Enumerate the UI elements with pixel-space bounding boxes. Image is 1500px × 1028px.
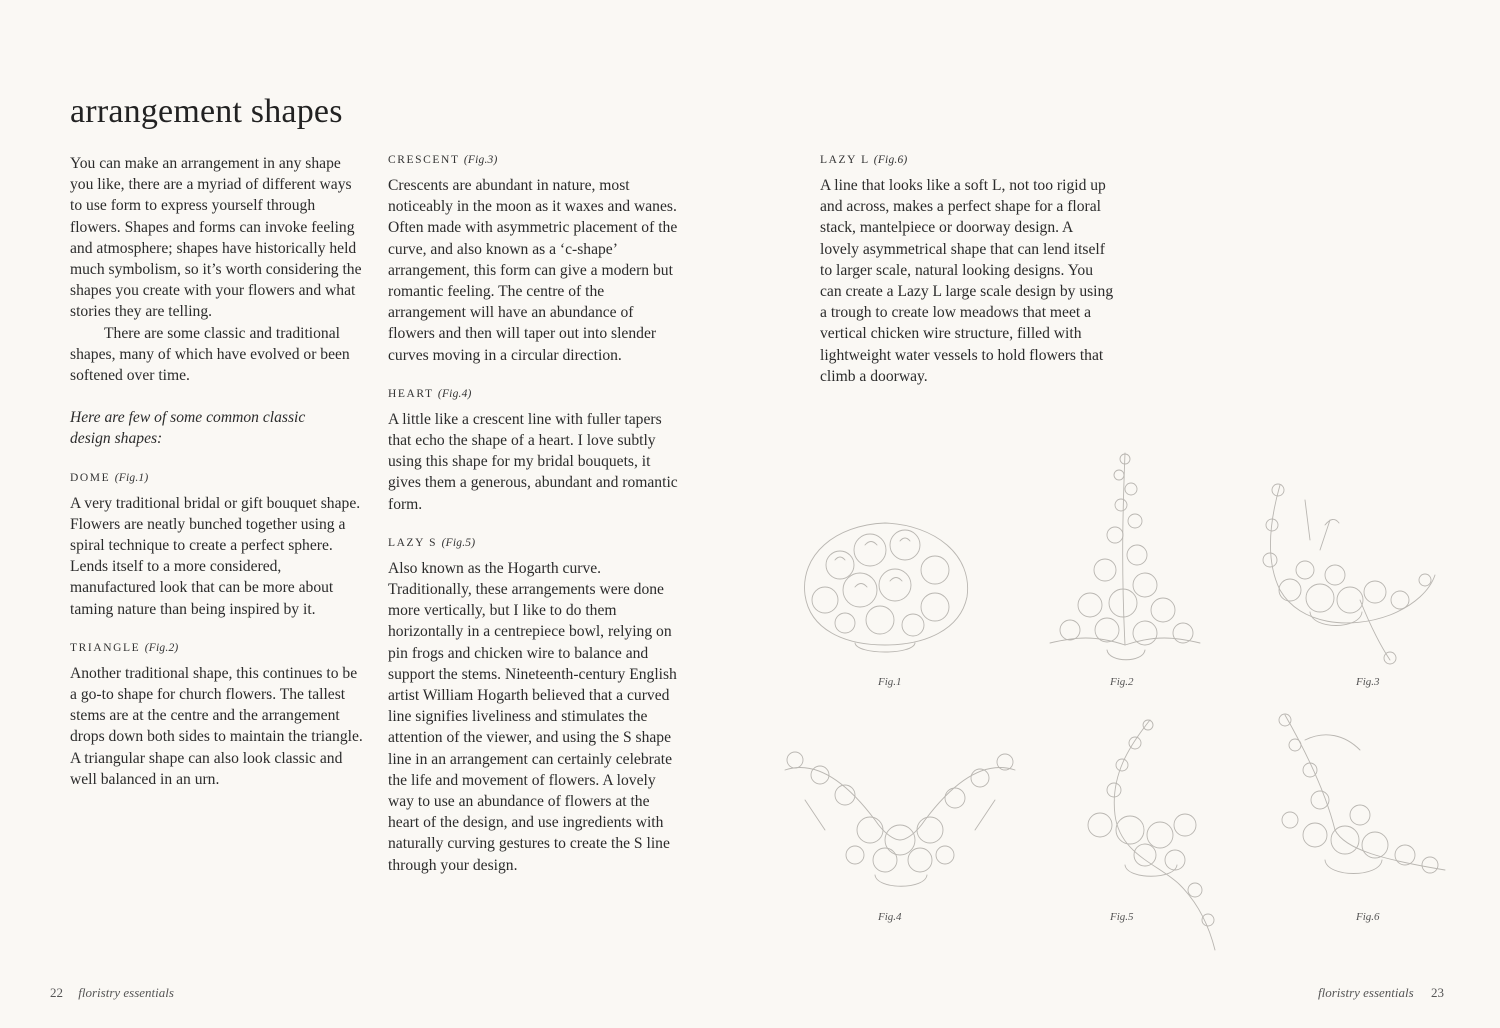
fig-reference: (Fig.5) bbox=[441, 536, 476, 549]
intro-paragraph-2: There are some classic and traditional shapes, many of which have evolved or been softened over time. bbox=[70, 324, 350, 385]
crescent-arrangement-illustration bbox=[1250, 480, 1440, 670]
page-title: arrangement shapes bbox=[70, 92, 343, 130]
section-heading-triangle bbox=[70, 641, 365, 655]
lazy-s-arrangement-illustration bbox=[1070, 715, 1230, 955]
section-name: HEART bbox=[388, 387, 434, 400]
section-heading-heart bbox=[388, 387, 680, 401]
section-text-lazy-l: A line that looks like a soft L, not too rigid up and across, makes a perfect shape for a floral stack, mantelpiece or doorway design. A lovely asymmetrical shape that can lend itself to larger scale, natural looking designs. You can create a Lazy L large scale design by using a trough to create low meadows that meet a vertical chicken wire structure, filled with lightweight water vessels to hold flowers that climb a doorway. bbox=[820, 177, 1114, 385]
section-heading-lazy-s bbox=[388, 536, 680, 550]
figure-caption: Fig.1 bbox=[878, 676, 902, 688]
running-title-right: floristry essentials bbox=[1318, 985, 1414, 1000]
section-heading-dome bbox=[70, 471, 365, 485]
section-heading-lazy-l bbox=[820, 153, 1115, 167]
section-text-heart: A little like a crescent line with fuller tapers that echo the shape of a heart. I love subtly using this shape for my bridal bouquets, it gives them a generous, abundant and romantic form. bbox=[388, 410, 678, 513]
fig-reference: (Fig.6) bbox=[873, 154, 908, 166]
section-text-dome: A very traditional bridal or gift bouquet shape. Flowers are neatly bunched together using a spiral technique to create a perfect sphere. Lends itself to a more considered, manufactured look that can be more about taming nature than being inspired by it. bbox=[70, 494, 361, 618]
dome-arrangement-illustration bbox=[795, 515, 975, 665]
figure-caption: Fig.5 bbox=[1110, 911, 1134, 923]
column-middle bbox=[388, 153, 680, 876]
section-text-triangle: Another traditional shape, this continues to be a go-to shape for church flowers. The tallest stems are at the centre and the arrangement drops down both sides to maintain the triangle. A triangular shape can also look classic and well balanced in an urn. bbox=[70, 664, 363, 788]
figure-caption: Fig.2 bbox=[1110, 676, 1134, 688]
fig-reference: (Fig.2) bbox=[144, 641, 179, 654]
heart-arrangement-illustration bbox=[775, 740, 1025, 910]
intro-paragraph: You can make an arrangement in any shape you like, there are a myriad of different ways to use form to express yourself through flowers. Shapes and forms can invoke feeling and atmosphere; shapes have historically held much symbolism, so it’s worth considering the shapes you create with your flowers and what stories they are telling. bbox=[70, 155, 362, 321]
section-heading-crescent bbox=[388, 153, 680, 167]
triangle-arrangement-illustration bbox=[1045, 445, 1205, 670]
lazy-l-arrangement-illustration bbox=[1265, 710, 1455, 910]
section-name: LAZY S bbox=[388, 536, 438, 549]
running-title-left: floristry essentials bbox=[78, 985, 174, 1000]
figure-caption: Fig.6 bbox=[1356, 911, 1380, 923]
column-right bbox=[820, 153, 1115, 387]
section-text-lazy-s: Also known as the Hogarth curve. Traditionally, these arrangements were done more vertically, but I like to do them horizontally in a centrepiece bowl, relying on pin frogs and chicken wire to balance and support the stems. Nineteenth-century English artist William Hogarth believed that a curved line signifies liveliness and stimulates the attention of the viewer, and using the S shape line in an arrangement can certainly celebrate the life and movement of flowers. A lovely way to use an abundance of flowers at the heart of the design, and use ingredients with naturally curving gestures to create the S line through your design. bbox=[388, 559, 677, 874]
figure-caption: Fig.3 bbox=[1356, 676, 1380, 688]
footer-right bbox=[1318, 985, 1444, 1001]
figure-caption: Fig.4 bbox=[878, 911, 902, 923]
section-name: TRIANGLE bbox=[70, 641, 141, 654]
fig-reference: (Fig.1) bbox=[114, 471, 149, 484]
section-name: LAZY L bbox=[820, 154, 870, 166]
column-left bbox=[70, 153, 365, 790]
fig-reference: (Fig.4) bbox=[437, 387, 472, 400]
section-name: DOME bbox=[70, 471, 111, 484]
footer-left bbox=[50, 985, 174, 1001]
fig-reference: (Fig.3) bbox=[463, 154, 498, 166]
section-name: CRESCENT bbox=[388, 154, 460, 166]
section-text-crescent: Crescents are abundant in nature, most noticeably in the moon as it waxes and wanes. Often made with asymmetric placement of the curve, and also known as a ‘c-shape’ arrangement, this form can give a modern but romantic feeling. The centre of the arrangement will have an abundance of flowers and then will taper out into slender curves moving in a circular direction. bbox=[388, 177, 678, 364]
intro-lead: Here are few of some common classic design shapes: bbox=[70, 409, 306, 448]
page-number-left: 22 bbox=[50, 985, 63, 1000]
page-number-right: 23 bbox=[1430, 985, 1444, 1000]
